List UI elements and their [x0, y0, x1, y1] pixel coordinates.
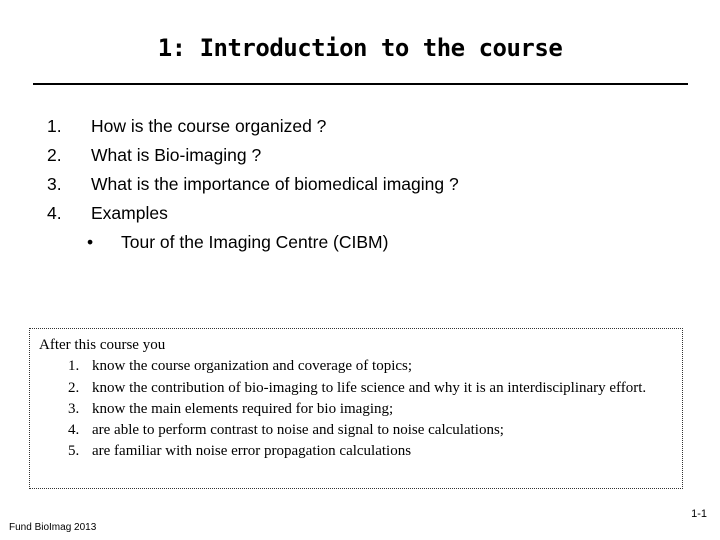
outcome-item: [39, 378, 676, 399]
outcome-item-text: know the main elements required for bio imaging;: [92, 400, 394, 417]
outcome-item-text: know the contribution of bio-imaging to life science and why it is an interdisciplinary effort.: [92, 379, 647, 396]
outcome-item: [39, 399, 676, 420]
outcome-item-number: 1.: [68, 358, 80, 375]
outcome-item: [39, 356, 676, 377]
outcome-item-text: know the course organization and coverage of topics;: [92, 358, 413, 375]
agenda-item-number: 3.: [47, 174, 62, 194]
agenda-sub-item-text: Tour of the Imaging Centre (CIBM): [121, 232, 389, 252]
agenda-item-text: How is the course organized ?: [91, 116, 327, 136]
outcome-item-number: 4.: [68, 422, 80, 439]
agenda-item-text: What is the importance of biomedical imaging ?: [91, 174, 459, 194]
outcome-item: [39, 441, 676, 462]
bullet-icon: •: [87, 232, 94, 252]
learning-outcomes-box: [29, 328, 683, 489]
outcome-item-text: are familiar with noise error propagation calculations: [92, 443, 412, 460]
page-number: 1-1: [691, 508, 707, 520]
agenda-item-text: Examples: [91, 203, 168, 223]
outcome-item: [39, 420, 676, 441]
slide-title: 1: Introduction to the course: [157, 34, 563, 62]
outcome-item-number: 5.: [68, 443, 80, 460]
agenda-item-number: 4.: [47, 203, 62, 223]
outcome-item-number: 3.: [68, 400, 80, 417]
agenda-item-number: 2.: [47, 145, 62, 165]
learning-outcomes-lead: After this course you: [39, 337, 166, 353]
title-underline: [33, 83, 688, 85]
outcome-item-number: 2.: [68, 379, 80, 396]
outcome-item-text: are able to perform contrast to noise and signal to noise calculations;: [92, 422, 504, 439]
agenda-item-text: What is Bio-imaging ?: [91, 145, 262, 165]
footer-text: Fund BioImag 2013: [9, 522, 97, 533]
agenda-item-number: 1.: [47, 116, 62, 136]
